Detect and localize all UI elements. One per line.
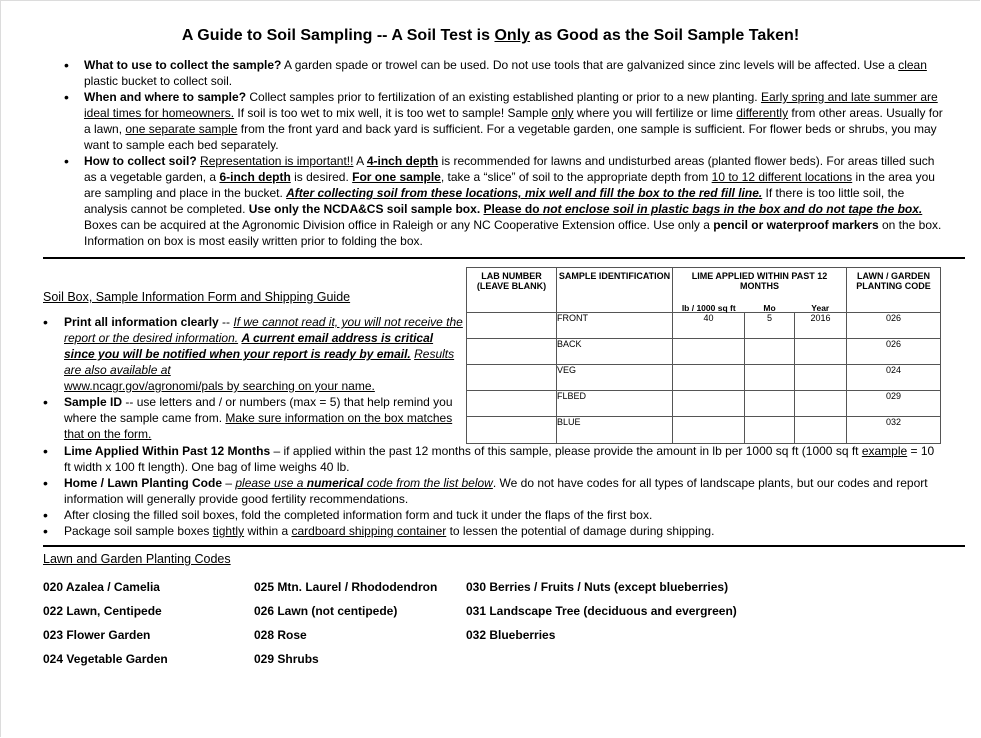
codes-column-2	[254, 575, 459, 671]
lab-number-cell[interactable]	[467, 364, 557, 390]
planting-code-cell[interactable]: 032	[847, 416, 941, 443]
sample-id-cell[interactable]: BACK	[557, 338, 673, 364]
lime-year-cell[interactable]: 2016	[795, 312, 847, 338]
planting-code-cell[interactable]: 029	[847, 390, 941, 416]
header-lab-number: LAB NUMBER (LEAVE BLANK)	[467, 268, 557, 313]
bullet-fold: • After closing the filled soil boxes, fold the completed information form and tuck it under the flaps of the first box.	[43, 507, 943, 523]
lime-year-cell[interactable]	[795, 338, 847, 364]
bullet-planting-code: • Home / Lawn Planting Code – please use a numerical code from the list below. We do not have codes for all types of landscape plants, but our codes and report information will generally provide good fertility recommendations.	[43, 475, 943, 507]
lime-month-cell[interactable]	[745, 390, 795, 416]
lab-number-cell[interactable]	[467, 390, 557, 416]
planting-code-cell[interactable]: 024	[847, 364, 941, 390]
lime-lb-cell[interactable]: 40	[673, 312, 745, 338]
bullet-print: • Print all information clearly -- If we cannot read it, you will not receive the report or the desired information. A current email address is critical since you will be notified when your report is ready by email. Results are also available at www.ncagr.gov/agronomi/pals by searching on your name.	[43, 314, 463, 394]
lime-month-cell[interactable]	[745, 364, 795, 390]
lime-lb-cell[interactable]	[673, 338, 745, 364]
lime-month-cell[interactable]	[745, 416, 795, 443]
lime-lb-cell[interactable]	[673, 364, 745, 390]
sample-id-cell[interactable]: FRONT	[557, 312, 673, 338]
code-item: 029 Shrubs	[254, 652, 319, 666]
subheader-year: Year	[795, 304, 847, 313]
sample-id-cell[interactable]: FLBED	[557, 390, 673, 416]
codes-column-1	[43, 575, 248, 671]
lime-lb-cell[interactable]	[673, 390, 745, 416]
divider-bottom	[43, 545, 965, 547]
lab-number-cell[interactable]	[467, 416, 557, 443]
guide-list	[43, 314, 463, 442]
planting-code-cell[interactable]: 026	[847, 338, 941, 364]
intro-list	[64, 57, 944, 249]
code-item: 030 Berries / Fruits / Nuts (except blueberries)	[466, 580, 729, 594]
header-sample-id: SAMPLE IDENTIFICATION	[557, 268, 673, 313]
lime-year-cell[interactable]	[795, 364, 847, 390]
subheader-lb: lb / 1000 sq ft	[673, 304, 745, 313]
bullet-pack: • Package soil sample boxes tightly within a cardboard shipping container to lessen the potential of damage during shipping.	[43, 523, 943, 539]
codes-column-3	[466, 575, 866, 647]
code-item: 024 Vegetable Garden	[43, 652, 168, 666]
table-row	[467, 338, 941, 364]
bullet-lime: • Lime Applied Within Past 12 Months – if applied within the past 12 months of this sample, please provide the amount in lb per 1000 sq ft (1000 sq ft example = 10 ft width x 100 ft length). One bag of lime weighs 40 lb.	[43, 443, 943, 475]
title-emphasis: Only	[494, 27, 531, 44]
table-row	[467, 312, 941, 338]
sample-id-cell[interactable]: BLUE	[557, 416, 673, 443]
table-row	[467, 416, 941, 443]
code-item: 031 Landscape Tree (deciduous and evergreen)	[466, 604, 737, 618]
guide-list-continued	[43, 443, 943, 539]
header-lime: LIME APPLIED WITHIN PAST 12 MONTHS	[673, 268, 847, 304]
subheader-mo: Mo	[763, 302, 776, 313]
intro-item-how: • How to collect soil? Representation is important!! A 4-inch depth is recommended for lawns and undisturbed areas (planted flower beds). For areas tilled such as a vegetable garden, a 6-inch depth is desired. For one sample, take a “slice” of soil to the appropriate depth from 10 to 12 different locations in the area you are sampling and place in the bucket. After collecting soil from these locations, mix well and fill the box to the red fill line. If there is too little soil, the analysis cannot be completed. Use only the NCDA&CS soil sample box. Please do not enclose soil in plastic bags in the box and do not tape the box. Boxes can be acquired at the Agronomic Division office in Raleigh or any NC Cooperative Extension office. Use only a pencil or waterproof markers on the box. Information on box is most easily written prior to folding the box.	[64, 153, 944, 249]
lime-month-cell[interactable]	[745, 338, 795, 364]
lab-number-cell[interactable]	[467, 338, 557, 364]
planting-code-cell[interactable]: 026	[847, 312, 941, 338]
lime-year-cell[interactable]	[795, 390, 847, 416]
lime-lb-cell[interactable]	[673, 416, 745, 443]
table-row	[467, 364, 941, 390]
section-title: Soil Box, Sample Information Form and Shipping Guide	[43, 290, 351, 304]
header-planting-code: LAWN / GARDEN PLANTING CODE	[847, 268, 941, 313]
page-title: A Guide to Soil Sampling -- A Soil Test is Only as Good as the Soil Sample Taken!	[181, 27, 800, 44]
intro-item-when: • When and where to sample? Collect samples prior to fertilization of an existing established planting or prior to a new planting. Early spring and late summer are ideal times for homeowners. If soil is too wet to mix well, it is too wet to sample! Sample only where you will fertilize or lime differently from other areas. Usually for a lawn, one separate sample from the front yard and back yard is sufficient. For a vegetable garden, one sample is sufficient. For flower beds or shrubs, you may want to sample each bed separately.	[64, 89, 944, 153]
sample-id-cell[interactable]: VEG	[557, 364, 673, 390]
code-item: 022 Lawn, Centipede	[43, 604, 162, 618]
lab-number-cell[interactable]	[467, 312, 557, 338]
code-item: 020 Azalea / Camelia	[43, 580, 160, 594]
pals-link[interactable]: www.ncagr.gov/agronomi/pals by searching on your name.	[64, 379, 375, 393]
codes-title: Lawn and Garden Planting Codes	[43, 552, 231, 566]
bullet-sample-id: • Sample ID -- use letters and / or numbers (max = 5) that help remind you where the sample came from. Make sure information on the box matches that on the form.	[43, 394, 463, 442]
lime-month-cell[interactable]: 5	[745, 312, 795, 338]
intro-item-what: • What to use to collect the sample? A garden spade or trowel can be used. Do not use tools that are galvanized since zinc levels will be affected. Use a clean plastic bucket to collect soil.	[64, 57, 944, 89]
code-item: 032 Blueberries	[466, 628, 556, 642]
divider-top	[43, 257, 965, 259]
code-item: 025 Mtn. Laurel / Rhododendron	[254, 580, 438, 594]
sample-form-table	[466, 267, 941, 444]
code-item: 026 Lawn (not centipede)	[254, 604, 398, 618]
code-item: 023 Flower Garden	[43, 628, 151, 642]
code-item: 028 Rose	[254, 628, 307, 642]
lime-year-cell[interactable]	[795, 416, 847, 443]
table-row	[467, 390, 941, 416]
